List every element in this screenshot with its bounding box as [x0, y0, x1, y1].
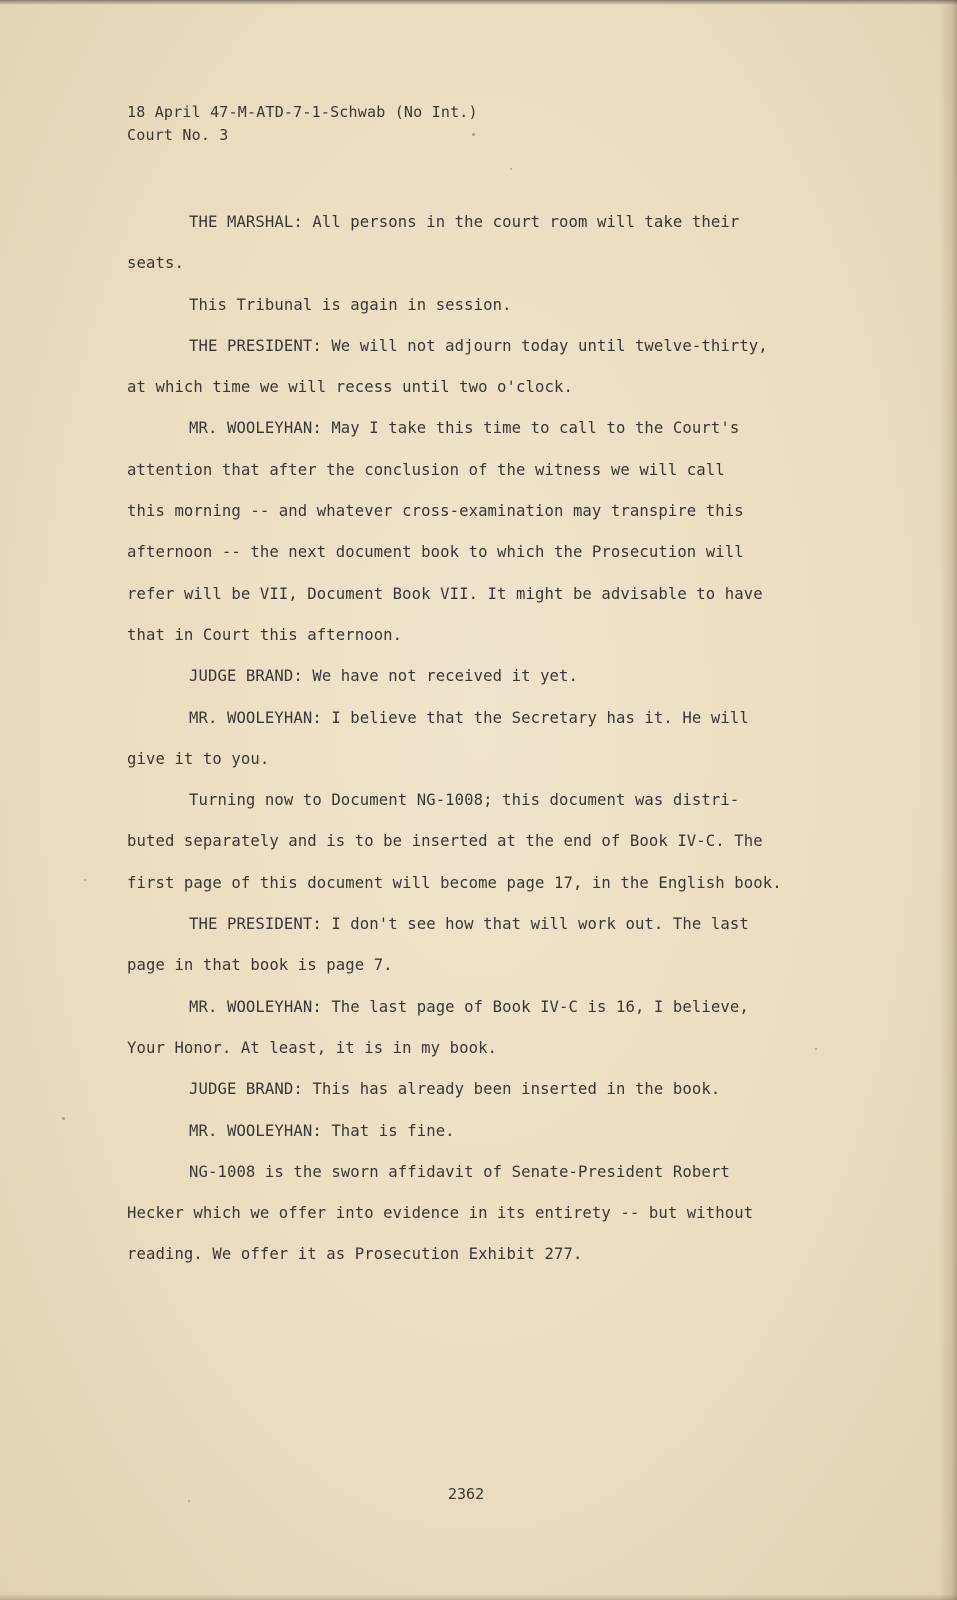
page-bottom-edge [0, 1594, 957, 1600]
page-number: 2362 [448, 1485, 485, 1503]
page-top-edge [0, 0, 957, 5]
transcript-line: THE PRESIDENT: I don't see how that will work out. The last [189, 915, 749, 934]
paper-speck [84, 879, 86, 881]
transcript-line: this morning -- and whatever cross-examination may transpire this [127, 502, 744, 521]
transcript-line: This Tribunal is again in session. [189, 295, 512, 314]
transcript-line: that in Court this afternoon. [127, 625, 403, 644]
transcript-line: NG-1008 is the sworn affidavit of Senate-President Robert [189, 1162, 730, 1181]
paper-speck [62, 1117, 65, 1120]
document-header [127, 101, 478, 147]
transcript-line: MR. WOOLEYHAN: That is fine. [189, 1121, 455, 1140]
transcript-line: seats. [127, 254, 184, 273]
transcript-line: give it to you. [127, 749, 270, 768]
transcript-line: JUDGE BRAND: This has already been inserted in the book. [189, 1080, 721, 1099]
transcript-line: Your Honor. At least, it is in my book. [127, 1038, 498, 1057]
transcript-body [127, 202, 827, 1276]
transcript-line: refer will be VII, Document Book VII. It might be advisable to have [127, 584, 763, 603]
transcript-line: reading. We offer it as Prosecution Exhibit 277. [127, 1245, 583, 1264]
page-right-edge [939, 0, 957, 1600]
transcript-line: at which time we will recess until two o'clock. [127, 378, 573, 397]
paper-speck [815, 1048, 817, 1050]
transcript-line: MR. WOOLEYHAN: The last page of Book IV-C is 16, I believe, [189, 997, 749, 1016]
transcript-line: THE PRESIDENT: We will not adjourn today until twelve-thirty, [189, 336, 768, 355]
header-case-reference: 18 April 47-M-ATD-7-1-Schwab (No Int.) [127, 103, 478, 121]
transcript-line: buted separately and is to be inserted at the end of Book IV-C. The [127, 832, 763, 851]
transcript-line: first page of this document will become page 17, in the English book. [127, 873, 782, 892]
transcript-line: THE MARSHAL: All persons in the court room will take their [189, 213, 740, 231]
paper-speck [472, 133, 475, 136]
transcript-line: afternoon -- the next document book to which the Prosecution will [127, 543, 744, 562]
paper-speck [188, 1500, 190, 1502]
transcript-line: MR. WOOLEYHAN: May I take this time to call to the Court's [189, 419, 740, 438]
header-court-number: Court No. 3 [127, 126, 229, 144]
transcript-line: Hecker which we offer into evidence in its entirety -- but without [127, 1204, 754, 1223]
transcript-line: JUDGE BRAND: We have not received it yet. [189, 667, 579, 686]
transcript-line: page in that book is page 7. [127, 956, 393, 975]
transcript-line: Turning now to Document NG-1008; this document was distri- [189, 791, 740, 810]
paper-speck [510, 168, 512, 170]
transcript-line: attention that after the conclusion of the witness we will call [127, 460, 725, 479]
transcript-line: MR. WOOLEYHAN: I believe that the Secretary has it. He will [189, 708, 749, 727]
